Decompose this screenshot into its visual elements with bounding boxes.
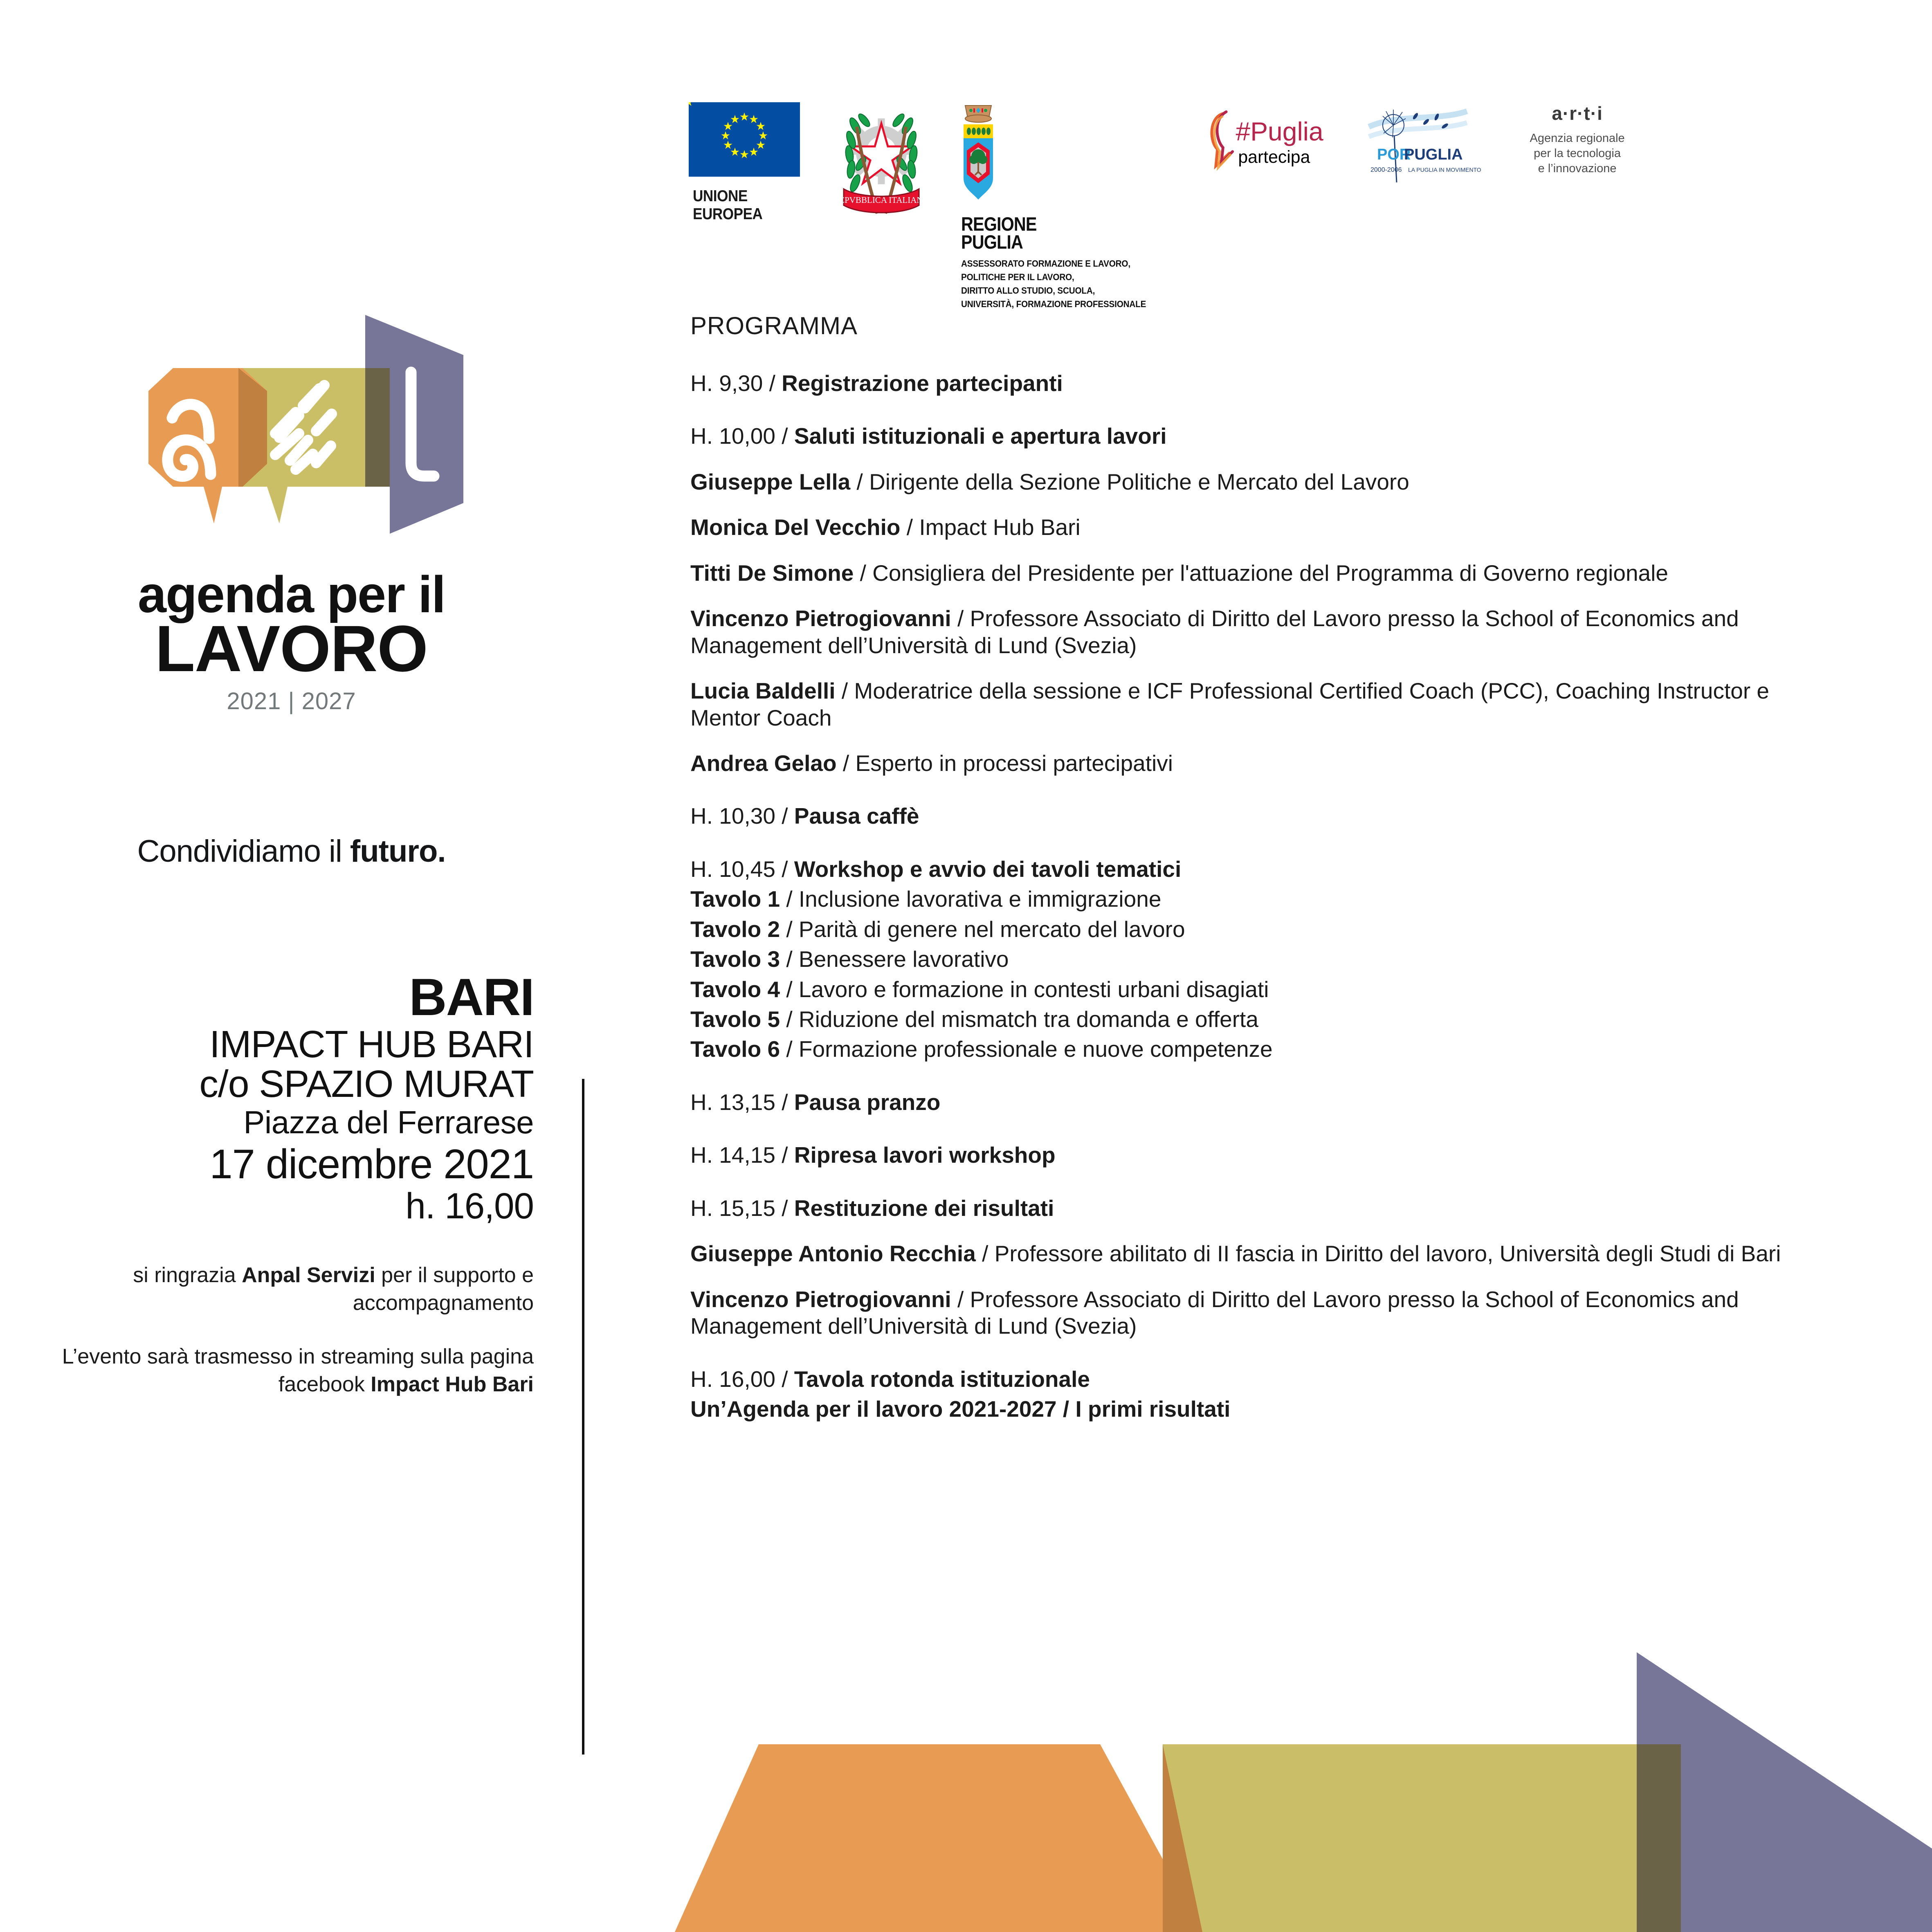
brand-years: 2021 | 2027 — [227, 688, 356, 715]
emblem-ribbon-text: REPVBBLICA ITALIANA — [833, 195, 929, 205]
program-item-title: Pausa pranzo — [794, 1089, 941, 1115]
program-item-title: Ripresa lavori workshop — [794, 1142, 1056, 1168]
por-years: 2000-2006 — [1370, 166, 1402, 173]
arti-sub-1: Agenzia regionale — [1530, 132, 1625, 145]
program-item-title: Pausa caffè — [794, 803, 919, 829]
decor-khaki-shape — [1163, 1744, 1637, 1932]
tagline-bold: futuro. — [350, 834, 446, 869]
program-item-title: Monica Del Vecchio — [690, 514, 901, 540]
por-word-1: POR — [1377, 146, 1411, 163]
program-item — [690, 1142, 1819, 1168]
program-item-detail: / Professore abilitato di II fascia in Diritto del lavoro, Università degli Studi di Bari — [975, 1241, 1781, 1267]
regione-puglia-sub-1: ASSESSORATO FORMAZIONE E LAVORO, — [961, 258, 1130, 269]
axl-bubbles-icon — [103, 311, 472, 556]
program-item-title: Workshop e avvio dei tavoli tematici — [794, 856, 1182, 882]
program-item-detail: / Inclusione lavorativa e immigrazione — [780, 886, 1161, 912]
venue-block — [0, 968, 583, 1227]
program-item-title: Tavolo 5 — [690, 1006, 780, 1032]
program-item-title: Andrea Gelao — [690, 750, 837, 776]
por-motto: LA PUGLIA IN MOVIMENTO — [1408, 166, 1481, 173]
decor-orange-shape — [675, 1744, 1202, 1932]
program-item — [690, 678, 1819, 731]
regione-puglia-sub-2: POLITICHE PER IL LAVORO, — [961, 272, 1074, 283]
program-item — [690, 514, 1819, 541]
program-item-title: Vincenzo Pietrogiovanni — [690, 1286, 951, 1312]
program-item-title: Tavolo 2 — [690, 916, 780, 942]
program-item-title: Tavolo 3 — [690, 946, 780, 972]
program-item-detail: / Riduzione del mismatch tra domanda e offerta — [780, 1006, 1258, 1032]
program-item — [690, 1240, 1819, 1267]
brand-title — [0, 566, 583, 685]
regione-puglia-sub-4: UNIVERSITÀ, FORMAZIONE PROFESSIONALE — [961, 299, 1146, 309]
program-item-time: H. 10,30 / — [690, 803, 794, 829]
regione-puglia-sub-3: DIRITTO ALLO STUDIO, SCUOLA, — [961, 285, 1095, 296]
venue-line-3: Piazza del Ferrarese — [243, 1104, 534, 1141]
program-item-title: Giuseppe Antonio Recchia — [690, 1241, 976, 1267]
program-item-detail: / Formazione professionale e nuove competenze — [780, 1036, 1273, 1062]
program-item-title: Giuseppe Lella — [690, 469, 851, 494]
por-word-2: PUGLIA — [1404, 146, 1463, 163]
program-item-detail: / Professore Associato di Diritto del Lavoro presso la School of Economics and Management dell’Università di Lund (Svezia) — [690, 1286, 1739, 1339]
program-item-time: H. 13,15 / — [690, 1089, 794, 1115]
program-item-title: Vincenzo Pietrogiovanni — [690, 606, 951, 631]
program-list — [690, 370, 1819, 1422]
por-puglia-dandelion-icon — [1365, 102, 1487, 184]
venue-date: 17 dicembre 2021 — [209, 1141, 534, 1188]
partner-logos-bar — [0, 102, 1932, 311]
program-item — [690, 1366, 1819, 1393]
program-item-detail: / Parità di genere nel mercato del lavoro — [780, 916, 1185, 942]
program-item-detail: / Benessere lavorativo — [780, 946, 1009, 972]
program-item-title: Restituzione dei risultati — [794, 1195, 1054, 1221]
program-item — [690, 1396, 1819, 1422]
program-item — [690, 560, 1819, 586]
program-item-detail: / Lavoro e formazione in contesti urbani disagiati — [780, 976, 1269, 1002]
program-item — [690, 423, 1819, 449]
brand-title-line2: LAVORO — [155, 611, 428, 685]
program-item-detail: / Professore Associato di Diritto del Lavoro presso la School of Economics and Management dell’Università di Lund (Svezia) — [690, 606, 1739, 658]
program-item-time: H. 9,30 / — [690, 371, 782, 396]
program-item-detail: / Moderatrice della sessione e ICF Professional Certified Coach (PCC), Coaching Instructor e Mentor Coach — [690, 678, 1770, 730]
puglia-partecipa-label: partecipa — [1238, 147, 1310, 167]
venue-hour: h. 16,00 — [405, 1185, 534, 1227]
logo-repubblica-italiana — [822, 102, 941, 221]
program-item-title: Titti De Simone — [690, 560, 854, 586]
program-item — [690, 976, 1819, 1003]
decor-khaki-slate-overlap — [1637, 1744, 1681, 1932]
program-item — [690, 803, 1819, 829]
arti-wordmark: a·r·t·i — [1552, 103, 1603, 124]
program-item — [690, 1286, 1819, 1340]
puglia-hashtag-label: #Puglia — [1236, 117, 1323, 146]
agenda-lavoro-logo-mark — [103, 311, 472, 556]
program-item-title: Registrazione partecipanti — [782, 371, 1063, 396]
italian-republic-emblem-icon — [828, 102, 935, 221]
program-item-title: Un’Agenda per il lavoro 2021-2027 / I primi risultati — [690, 1396, 1231, 1422]
program-item-detail: / Esperto in processi partecipativi — [836, 750, 1173, 776]
program-item — [690, 1006, 1819, 1033]
program-item — [690, 605, 1819, 659]
note-thanks-pre: si ringrazia — [133, 1263, 242, 1287]
program-item-title: Saluti istituzionali e apertura lavori — [794, 423, 1167, 449]
program-item-time: H. 15,15 / — [690, 1195, 794, 1221]
decor-slate-triangle — [1637, 1652, 1932, 1932]
note-streaming-pre: L’evento sarà trasmesso in streaming sulla pagina facebook — [62, 1345, 534, 1396]
program-item — [690, 856, 1819, 883]
logo-puglia-partecipa — [1205, 102, 1340, 176]
program-item-detail: / Consigliera del Presidente per l'attuazione del Programma di Governo regionale — [854, 560, 1668, 586]
logo-regione-puglia — [961, 102, 1162, 311]
program-item-detail: / Dirigente della Sezione Politiche e Mercato del Lavoro — [850, 469, 1409, 494]
notes-block — [0, 1262, 583, 1398]
regione-puglia-title-2: PUGLIA — [961, 231, 1023, 253]
program-item — [690, 1036, 1819, 1063]
program-item — [690, 946, 1819, 973]
note-streaming-bold: Impact Hub Bari — [371, 1372, 534, 1396]
program-item — [690, 750, 1819, 777]
venue-city: BARI — [409, 968, 534, 1027]
program-item-time: H. 16,00 / — [690, 1366, 794, 1392]
program-item-title: Tavola rotonda istituzionale — [794, 1366, 1090, 1392]
program-item-detail: / Impact Hub Bari — [900, 514, 1081, 540]
logo-unione-europea — [687, 102, 802, 223]
note-streaming — [0, 1343, 534, 1398]
tagline-plain: Condividiamo il — [137, 834, 350, 869]
regione-puglia-title-1: REGIONE — [961, 213, 1037, 235]
program-item — [690, 1195, 1819, 1222]
venue-line-1: IMPACT HUB BARI — [209, 1023, 534, 1066]
left-column — [0, 311, 583, 1398]
decor-orange-khaki-overlap — [1163, 1744, 1202, 1932]
eu-flag-icon — [689, 102, 800, 177]
column-divider — [582, 1079, 584, 1755]
program-item — [690, 469, 1819, 495]
eu-stars-icon — [689, 102, 800, 177]
arti-sub-3: e l’innovazione — [1538, 162, 1617, 175]
note-thanks — [0, 1262, 534, 1317]
program-item — [690, 1089, 1819, 1116]
program-item-title: Tavolo 4 — [690, 976, 780, 1002]
program-section — [690, 312, 1819, 1422]
puglia-partecipa-icon — [1205, 102, 1340, 176]
program-heading: PROGRAMMA — [690, 312, 858, 339]
logo-arti — [1516, 102, 1639, 176]
program-item-title: Lucia Baldelli — [690, 678, 836, 704]
note-thanks-post: per il supporto e accompagnamento — [353, 1263, 534, 1315]
puglia-coat-of-arms-icon — [961, 102, 995, 204]
logo-por-puglia — [1365, 102, 1487, 184]
venue-line-2: c/o SPAZIO MURAT — [199, 1063, 534, 1105]
program-item — [690, 886, 1819, 912]
brand-title-line1: agenda per il — [137, 566, 445, 623]
note-thanks-bold: Anpal Servizi — [242, 1263, 375, 1287]
program-item — [690, 916, 1819, 943]
eu-label: UNIONE EUROPEA — [693, 187, 763, 223]
program-item — [690, 370, 1819, 397]
program-item-title: Tavolo 1 — [690, 886, 780, 912]
arti-sub-2: per la tecnologia — [1534, 147, 1621, 160]
tagline — [0, 833, 583, 869]
program-item-time: H. 14,15 / — [690, 1142, 794, 1168]
program-item-title: Tavolo 6 — [690, 1036, 780, 1062]
program-item-time: H. 10,45 / — [690, 856, 794, 882]
program-item-time: H. 10,00 / — [690, 423, 794, 449]
